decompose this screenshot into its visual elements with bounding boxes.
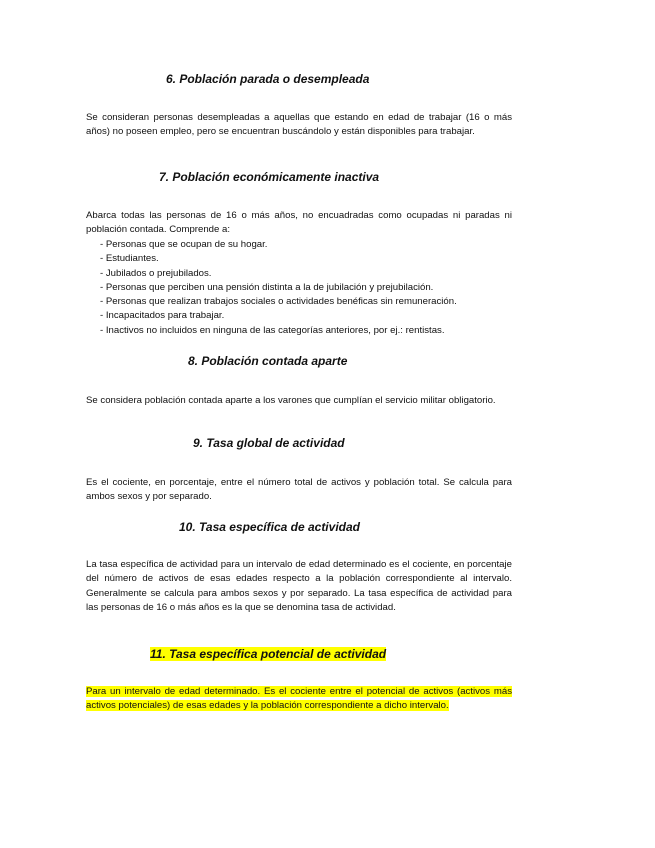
list-item: - Jubilados o prejubilados. bbox=[100, 267, 212, 279]
section-9-heading: 9. Tasa global de actividad bbox=[193, 436, 345, 450]
section-10-body: La tasa específica de actividad para un intervalo de edad determinado es el cociente, en porcentaje del número de activos de esas edades respecto a la población correspondiente al intervalo. Generalmente se calcula para ambos sexos y por separado. La tasa específica de actividad para las personas de 16 o más años es la que se denomina tasa de actividad. bbox=[86, 559, 512, 613]
section-10-heading: 10. Tasa específica de actividad bbox=[179, 520, 360, 534]
section-8-heading: 8. Población contada aparte bbox=[188, 354, 348, 368]
section-11-body bbox=[86, 685, 512, 714]
section-11-heading bbox=[150, 647, 386, 662]
section-7-body: Abarca todas las personas de 16 o más años, no encuadradas como ocupadas ni paradas ni población contada. Comprende a: bbox=[86, 210, 512, 236]
list-item: - Incapacitados para trabajar. bbox=[100, 310, 225, 322]
section-7-list bbox=[100, 238, 457, 338]
list-item: - Personas que se ocupan de su hogar. bbox=[100, 239, 268, 250]
highlighted-body-text: Para un intervalo de edad determinado. Es el cociente entre el potencial de activos (activos más activos potenciales) de esas edades y la población correspondiente a dicho intervalo. bbox=[86, 686, 512, 712]
section-6-heading: 6. Población parada o desempleada bbox=[166, 72, 370, 86]
section-9-body: Es el cociente, en porcentaje, entre el número total de activos y población total. Se calcula para ambos sexos y por separado. bbox=[86, 477, 512, 503]
list-item: - Personas que realizan trabajos sociales o actividades benéficas sin remuneración. bbox=[100, 296, 457, 308]
list-item: - Inactivos no incluidos en ninguna de las categorías anteriores, por ej.: rentistas. bbox=[100, 324, 445, 336]
section-6-body: Se consideran personas desempleadas a aquellas que estando en edad de trabajar (16 o más años) no poseen empleo, pero se encuentran buscándolo y están disponibles para trabajar. bbox=[86, 112, 512, 138]
section-8-body: Se considera población contada aparte a los varones que cumplían el servicio militar obligatorio. bbox=[86, 395, 496, 406]
highlighted-heading-text: 11. Tasa específica potencial de actividad bbox=[150, 647, 387, 661]
section-7-heading: 7. Población económicamente inactiva bbox=[159, 170, 380, 184]
list-item: - Estudiantes. bbox=[100, 253, 159, 265]
list-item: - Personas que perciben una pensión distinta a la de jubilación y prejubilación. bbox=[100, 281, 434, 293]
